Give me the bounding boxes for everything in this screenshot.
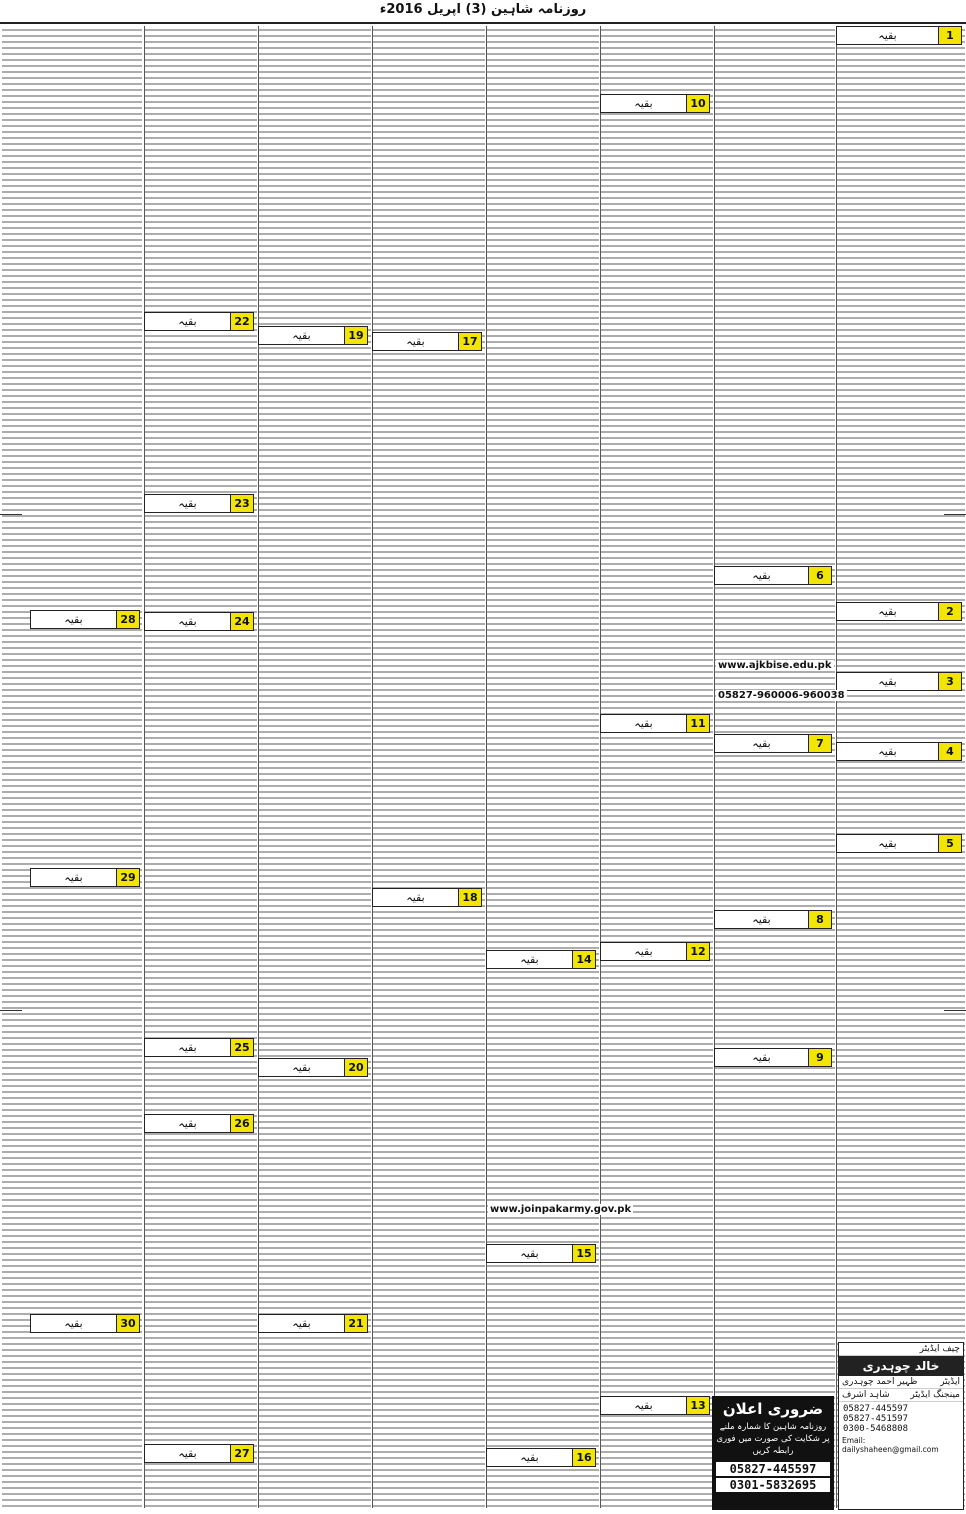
continuation-tag <box>144 312 254 331</box>
continuation-tag <box>600 942 710 961</box>
continuation-tag-number: 11 <box>686 715 709 732</box>
continuation-tag <box>144 494 254 513</box>
continuation-tag-label: بقیہ <box>292 329 311 342</box>
continuation-tag-number: 29 <box>116 869 139 886</box>
continuation-tag-number: 15 <box>572 1245 595 1262</box>
continuation-tag-number: 27 <box>230 1445 253 1462</box>
continuation-tag <box>30 1314 140 1333</box>
notice-heading: ضروری اعلان <box>722 1400 824 1418</box>
continuation-tag <box>836 602 962 621</box>
notice-body: روزنامہ شاہین کا شمارہ ملنے پر شکایت کی صورت میں فوری رابطہ کریں <box>716 1422 830 1456</box>
continuation-tag-number: 20 <box>344 1059 367 1076</box>
continuation-tag <box>714 910 832 929</box>
continuation-tag-label: بقیہ <box>878 29 897 42</box>
continuation-tag-label: بقیہ <box>178 1447 197 1460</box>
editorial-staff-box <box>838 1342 964 1510</box>
continuation-tag <box>714 734 832 753</box>
registration-mark <box>944 514 966 515</box>
text-column-2 <box>714 26 835 1508</box>
continuation-tag-label: بقیہ <box>178 1041 197 1054</box>
continuation-tag-label: بقیہ <box>878 745 897 758</box>
continuation-tag <box>486 1448 596 1467</box>
continuation-tag-label: بقیہ <box>752 913 771 926</box>
website-reference: www.joinpakarmy.gov.pk <box>490 1204 632 1215</box>
continuation-tag <box>372 888 482 907</box>
continuation-tag-number: 3 <box>938 673 961 690</box>
continuation-tag-label: بقیہ <box>292 1317 311 1330</box>
continuation-tag-label: بقیہ <box>878 675 897 688</box>
continuation-tag-number: 1 <box>938 27 961 44</box>
continuation-tag <box>144 612 254 631</box>
continuation-tag <box>372 332 482 351</box>
continuation-tag <box>836 742 962 761</box>
chief-editor-label: چیف ایڈیٹر <box>919 1344 960 1354</box>
continuation-tag <box>30 610 140 629</box>
chief-editor-row <box>839 1343 963 1356</box>
registration-mark <box>944 1010 966 1011</box>
notice-phone: 0301-5832695 <box>716 1478 830 1492</box>
text-column-7 <box>144 26 257 1508</box>
website-reference: www.ajkbise.edu.pk <box>718 660 832 671</box>
text-column-1 <box>836 26 965 1508</box>
continuation-tag-label: بقیہ <box>752 1051 771 1064</box>
continuation-tag <box>600 1396 710 1415</box>
continuation-tag-number: 5 <box>938 835 961 852</box>
continuation-tag-number: 21 <box>344 1315 367 1332</box>
editor-name: ظہیر احمد چوہدری <box>842 1377 918 1387</box>
continuation-tag-label: بقیہ <box>752 569 771 582</box>
continuation-tag-label: بقیہ <box>64 613 83 626</box>
staff-phone: 05827-445597 <box>843 1404 909 1414</box>
continuation-tag <box>714 1048 832 1067</box>
managing-editor-row <box>839 1389 963 1402</box>
continuation-tag-number: 13 <box>686 1397 709 1414</box>
continuation-tag-label: بقیہ <box>292 1061 311 1074</box>
continuation-tag <box>258 326 368 345</box>
continuation-tag <box>144 1114 254 1133</box>
continuation-tag-label: بقیہ <box>520 1247 539 1260</box>
masthead-title: روزنامہ شاہین (3) اپریل 2016ء <box>379 2 587 17</box>
staff-email: Email: dailyshaheen@gmail.com <box>842 1436 939 1454</box>
continuation-tag-number: 17 <box>458 333 481 350</box>
continuation-tag-label: بقیہ <box>520 953 539 966</box>
masthead <box>0 0 966 24</box>
text-column-3 <box>600 26 713 1508</box>
continuation-tag <box>836 834 962 853</box>
managing-editor-label: مینجنگ ایڈیٹر <box>910 1390 960 1400</box>
continuation-tag-label: بقیہ <box>64 1317 83 1330</box>
continuation-tag-label: بقیہ <box>878 605 897 618</box>
continuation-tag-label: بقیہ <box>178 615 197 628</box>
continuation-tag-number: 19 <box>344 327 367 344</box>
editor-label: ایڈیٹر <box>940 1377 960 1387</box>
continuation-tag-number: 23 <box>230 495 253 512</box>
continuation-tag <box>144 1444 254 1463</box>
text-column-6 <box>258 26 371 1508</box>
continuation-tag <box>258 1314 368 1333</box>
continuation-tag-label: بقیہ <box>634 97 653 110</box>
registration-mark <box>0 1010 22 1011</box>
continuation-tag-number: 30 <box>116 1315 139 1332</box>
editor-row <box>839 1376 963 1389</box>
continuation-tag-number: 9 <box>808 1049 831 1066</box>
continuation-tag <box>144 1038 254 1057</box>
continuation-tag-label: بقیہ <box>178 497 197 510</box>
continuation-tag-number: 24 <box>230 613 253 630</box>
text-column-8 <box>2 26 142 1508</box>
continuation-tag <box>600 714 710 733</box>
continuation-tag-number: 22 <box>230 313 253 330</box>
continuation-tag-number: 4 <box>938 743 961 760</box>
text-column-5 <box>372 26 485 1508</box>
continuation-tag-number: 26 <box>230 1115 253 1132</box>
chief-editor-name: خالد چوہدری <box>839 1356 963 1376</box>
continuation-tag-number: 18 <box>458 889 481 906</box>
continuation-tag-number: 14 <box>572 951 595 968</box>
registration-mark <box>0 514 22 515</box>
continuation-tag-label: بقیہ <box>406 335 425 348</box>
important-notice-box <box>712 1396 834 1510</box>
continuation-tag-label: بقیہ <box>178 315 197 328</box>
continuation-tag-number: 16 <box>572 1449 595 1466</box>
continuation-tag-number: 12 <box>686 943 709 960</box>
continuation-tag-number: 8 <box>808 911 831 928</box>
continuation-tag <box>836 672 962 691</box>
continuation-tag-number: 7 <box>808 735 831 752</box>
continuation-tag <box>486 950 596 969</box>
continuation-tag <box>486 1244 596 1263</box>
continuation-tag-label: بقیہ <box>878 837 897 850</box>
continuation-tag-label: بقیہ <box>406 891 425 904</box>
continuation-tag-number: 25 <box>230 1039 253 1056</box>
managing-editor-name: شاہد اشرف <box>842 1390 890 1400</box>
staff-phone: 0300-5468808 <box>843 1424 909 1434</box>
continuation-tag-number: 6 <box>808 567 831 584</box>
continuation-tag-label: بقیہ <box>520 1451 539 1464</box>
continuation-tag-number: 10 <box>686 95 709 112</box>
continuation-tag <box>836 26 962 45</box>
notice-phone: 05827-445597 <box>716 1462 830 1476</box>
continuation-tag-number: 28 <box>116 611 139 628</box>
phone-reference: 05827-960006-960038 <box>718 690 845 701</box>
continuation-tag-number: 2 <box>938 603 961 620</box>
continuation-tag <box>30 868 140 887</box>
staff-phones <box>839 1402 963 1436</box>
continuation-tag <box>714 566 832 585</box>
continuation-tag-label: بقیہ <box>178 1117 197 1130</box>
continuation-tag-label: بقیہ <box>634 717 653 730</box>
continuation-tag-label: بقیہ <box>64 871 83 884</box>
continuation-tag <box>258 1058 368 1077</box>
continuation-tag-label: بقیہ <box>634 945 653 958</box>
continuation-tag <box>600 94 710 113</box>
continuation-tag-label: بقیہ <box>752 737 771 750</box>
text-column-4 <box>486 26 599 1508</box>
continuation-tag-label: بقیہ <box>634 1399 653 1412</box>
staff-phone: 05827-451597 <box>843 1414 909 1424</box>
